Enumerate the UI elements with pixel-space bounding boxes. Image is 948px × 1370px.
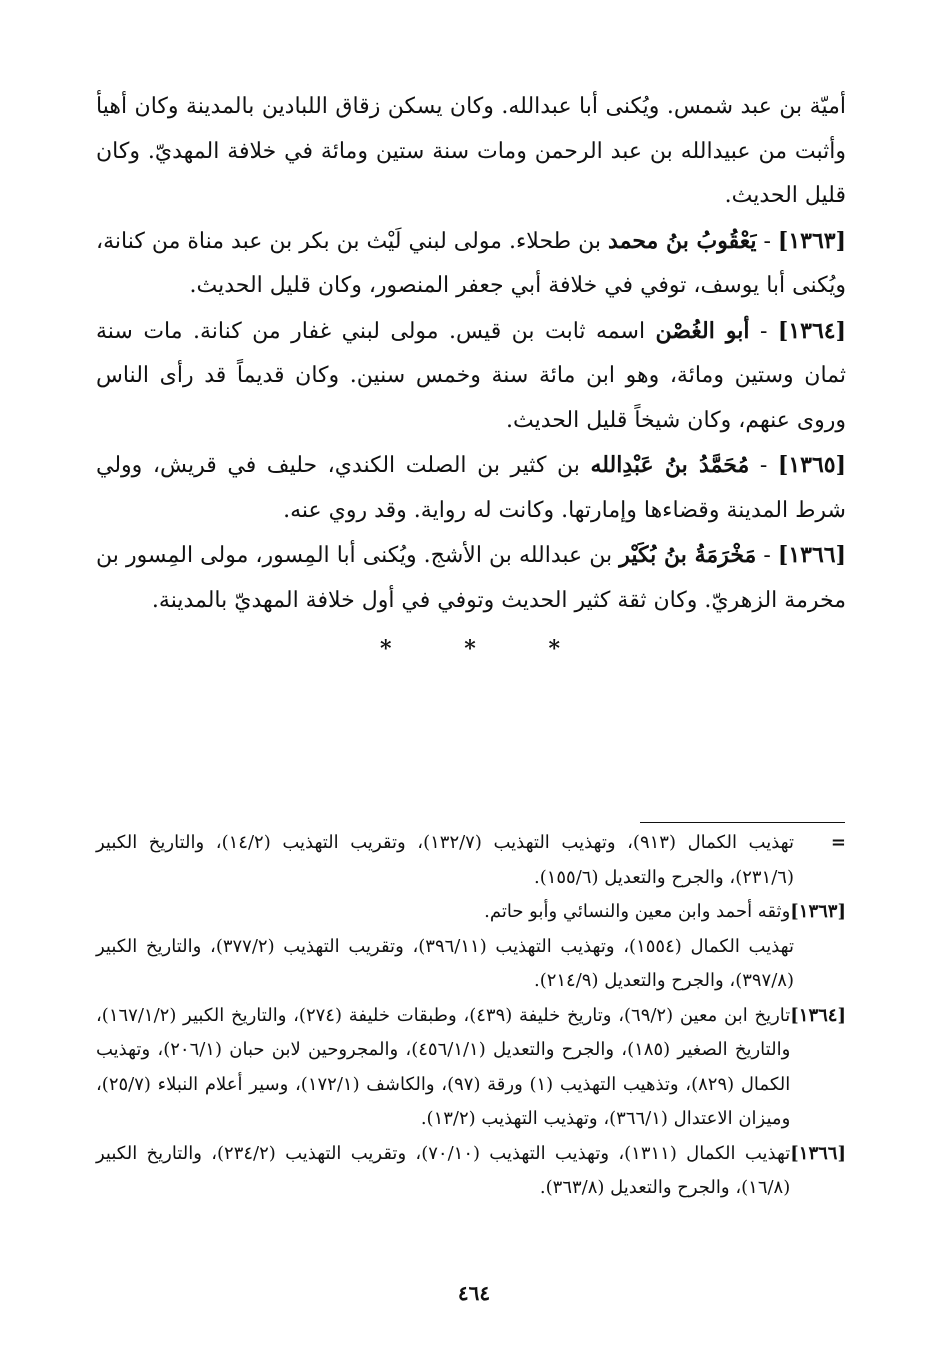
footnote-text: تهذيب الكمال (١٣١١)، وتهذيب التهذيب (٧٠/١٠)، وتقريب التهذيب (٢٣٤/٢)، والتاريخ الكبير (١٦/٨)، والجرح والتعديل (٣٦٣/٨). [96, 1142, 791, 1198]
entry-number: [١٣٦٣] [777, 227, 847, 254]
main-text [96, 85, 846, 623]
entry-number: [١٣٦٤] [777, 317, 846, 344]
entry-1364: [١٣٦٤] - أبو الغُصْن اسمه ثابت بن قيس. مولى لبني غفار من كنانة. مات سنة ثمان وستين ومائة، وهو ابن مائة سنة وخمس سنين. وكان قديماً قد رأى الناس وروى عنهم، وكان شيخاً قليل الحديث. [96, 317, 846, 433]
footnote-text: وثقه أحمد وابن معين والنسائي وأبو حاتم. [484, 901, 791, 922]
page-number: ٤٦٤ [457, 1281, 491, 1305]
entry-name: أبو الغُصْن [655, 317, 750, 344]
entry-name: يَعْقُوبُ بنُ محمد [608, 227, 757, 254]
footnote-1363 [96, 895, 846, 930]
footnote-text: تهذيب الكمال (١٥٥٤)، وتهذيب التهذيب (٣٩٦/١١)، وتقريب التهذيب (٣٧٧/٢)، والتاريخ الكبير (٣٩٧/٨)، والجرح والتعديل (٢١٤/٩). [96, 935, 794, 991]
entry-name: مُحَمَّدُ بنُ عَبْدِالله [590, 452, 750, 478]
footnotes [96, 826, 846, 1206]
entry-text: اسمه ثابت بن قيس. مولى لبني غفار من كنانة. مات سنة ثمان وستين ومائة، وهو ابن مائة سنة وخمس سنين. وكان قديماً قد رأى الناس وروى عنهم، وكان شيخاً قليل الحديث. [96, 318, 846, 433]
entry-name: مَخْرَمَةُ بنُ بُكَيْر [619, 542, 757, 568]
star-glyph: * [380, 636, 392, 662]
entry-text: بن كثير بن الصلت الكندي، حليف في قريش، وولي شرط المدينة وقضاءها وإمارتها. وكانت له رواية. وقد روي عنه. [96, 453, 846, 523]
footnote-1364 [96, 999, 846, 1137]
footnote-text: تاريخ ابن معين (٦٩/٢)، وتاريخ خليفة (٤٣٩)، وطبقات خليفة (٢٧٤)، والتاريخ الكبير (١٦٧/١/٢)، والتاريخ الصغير (١٨٥)، والجرح والتعديل (٤٥٦/١/١)، والمجروحين لابن حبان (٢٠٦/١)، وتهذيب الكمال (٨٢٩)، وتذهيب التهذيب (١) ورقة (٩٧)، والكاشف (١٧٢/١)، وسير أعلام النبلاء (٢٥/٧)، وميزان الاعتدال (٣٦٦/١)، وتهذيب التهذيب (١٣/٢). [96, 1004, 791, 1129]
entry-text: بن عبدالله بن الأشج. ويُكنى أبا المِسور، مولى المِسور بن مخرمة الزهريّ. وكان ثقة كثير الحديث وتوفي في أول خلافة المهديّ بالمدينة. [96, 543, 846, 613]
footnote-label: [١٣٦٣] [790, 901, 846, 922]
star-glyph: * [548, 636, 560, 662]
entry-number: [١٣٦٦] [777, 542, 846, 568]
footnote-rule [640, 822, 845, 823]
entry-1365: [١٣٦٥] - مُحَمَّدُ بنُ عَبْدِالله بن كثير بن الصلت الكندي، حليف في قريش، وولي شرط المدينة وقضاءها وإمارتها. وكانت له رواية. وقد روي عنه. [96, 452, 846, 523]
footnote-continuation [96, 826, 846, 895]
intro-paragraph: أميّة بن عبد شمس. ويُكنى أبا عبدالله. وكان يسكن زقاق اللبادين بالمدينة وكان أهيأ وأثبت من عبيدالله بن عبد الرحمن ومات سنة ستين ومائة في خلافة المهديّ. وكان قليل الحديث. [96, 94, 846, 208]
footnote-1366 [96, 1137, 846, 1206]
entry-text: بن طحلاء. مولى لبني لَيْث بن بكر بن عبد مناة من كنانة، ويُكنى أبا يوسف، توفي في خلافة أبي جعفر المنصور، وكان قليل الحديث. [96, 228, 846, 298]
entry-1366: [١٣٦٦] - مَخْرَمَةُ بنُ بُكَيْر بن عبدالله بن الأشج. ويُكنى أبا المِسور، مولى المِسور بن مخرمة الزهريّ. وكان ثقة كثير الحديث وتوفي في أول خلافة المهديّ بالمدينة. [96, 542, 846, 613]
footnote-label [794, 930, 846, 999]
footnote-label: [١٣٦٦] [790, 1142, 846, 1164]
star-glyph: * [464, 636, 476, 662]
entry-1363: [١٣٦٣] - يَعْقُوبُ بنُ محمد بن طحلاء. مولى لبني لَيْث بن بكر بن عبد مناة من كنانة، ويُكنى أبا يوسف، توفي في خلافة أبي جعفر المنصور، وكان قليل الحديث. [96, 227, 847, 298]
footnote-label: = [830, 832, 846, 853]
footnote-text: تهذيب الكمال (٩١٣)، وتهذيب التهذيب (١٣٢/٧)، وتقريب التهذيب (١٤/٢)، والتاريخ الكبير (٢٣١/٦)، والجرح والتعديل (١٥٥/٦). [96, 832, 794, 888]
section-divider [380, 634, 560, 664]
footnote-label: [١٣٦٤] [790, 1004, 846, 1026]
footnote-1363-sources [96, 930, 846, 999]
entry-number: [١٣٦٥] [777, 452, 846, 478]
